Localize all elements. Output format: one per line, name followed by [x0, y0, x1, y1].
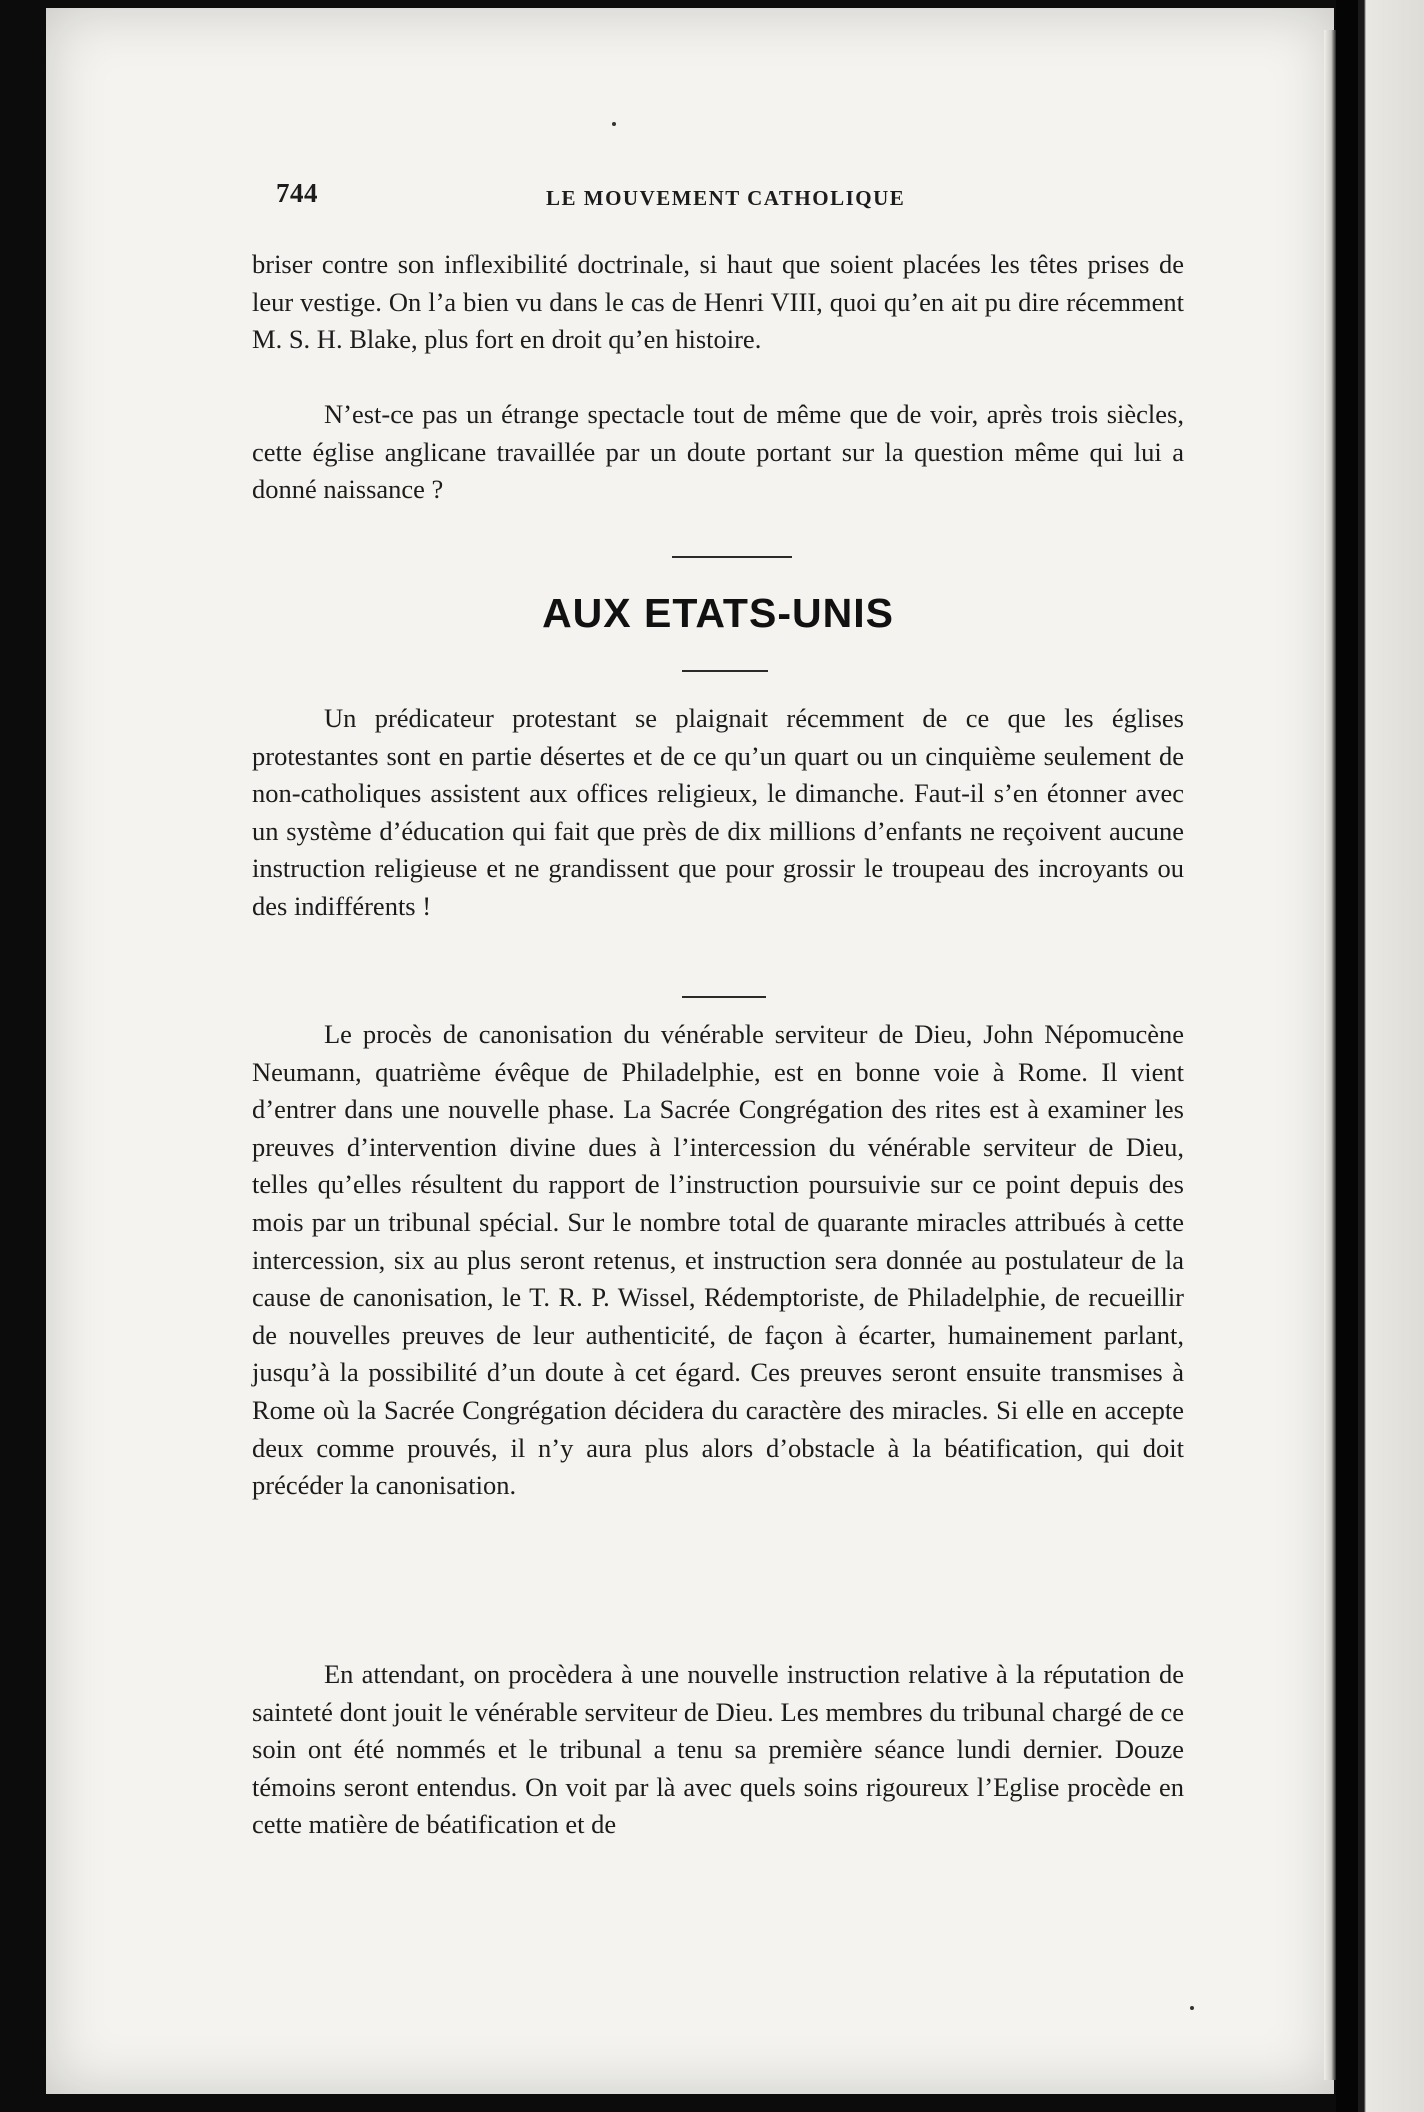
page-number: 744	[276, 178, 318, 208]
paragraph-continuation: briser contre son inflexibilité doctrinale, si haut que soient placées les têtes prises de leur vestige. On l’a bien vu dans le cas de Henri VIII, quoi qu’en ait pu dire récemment M. S. H. Blake, plus fort en droit qu’en histoire.	[252, 249, 1184, 355]
paragraph-protestant-churches: Un prédicateur protestant se plaignait récemment de ce que les églises protestantes sont en partie désertes et de ce qu’un quart ou un cinquième seulement de non-catholiques assistent aux offices religieux, le dimanche. Faut-il s’en étonner avec un système d’éducation qui fait que près de dix millions d’enfants ne reçoivent aucune instruction religieuse et ne grandissent que pour grossir le troupeau des incroyants ou des indifférents !	[252, 703, 1184, 921]
scan-speck	[1190, 2006, 1194, 2010]
scan-speck	[612, 122, 616, 126]
separator-rule	[682, 996, 766, 998]
section-heading: AUX ETATS-UNIS	[542, 590, 894, 636]
paragraph-sainthood-inquiry: En attendant, on procèdera à une nouvelle instruction relative à la réputation de sainteté dont jouit le vénérable serviteur de Dieu. Les membres du tribunal chargé de ce soin ont été nommés et le tribunal a tenu sa première séance lundi dernier. Douze témoins seront entendus. On voit par là avec quels soins rigoureux l’Eglise procède en cette matière de béatification et de	[252, 1659, 1184, 1840]
section-rule-top	[672, 556, 792, 558]
paragraph-canonisation-neumann: Le procès de canonisation du vénérable serviteur de Dieu, John Népomucène Neumann, quatrième évêque de Philadelphie, est en bonne voie à Rome. Il vient d’entrer dans une nouvelle phase. La Sacrée Congrégation des rites est à examiner les preuves d’intervention divine dues à l’intercession du vénérable serviteur de Dieu, telles qu’elles résultent du rapport de l’instruction poursuivie sur ce point depuis des mois par un tribunal spécial. Sur le nombre total de quarante miracles attribués à cette intercession, six au plus seront retenus, et instruction sera donnée au postulateur de la cause de canonisation, le T. R. P. Wissel, Rédemptoriste, de Philadelphie, de recueillir de nouvelles preuves de leur authenticité, de façon à écarter, humainement parlant, jusqu’à la possibilité d’un doute à cet égard. Ces preuves seront ensuite transmises à Rome où la Sacrée Congrégation décidera du caractère des miracles. Si elle en accepte deux comme prouvés, il n’y aura plus alors d’obstacle à la béatification, qui doit précéder la canonisation.	[252, 1019, 1184, 1501]
section-rule-bottom	[682, 670, 768, 672]
running-title: LE MOUVEMENT CATHOLIQUE	[546, 186, 906, 210]
paragraph-anglican-doubt: N’est-ce pas un étrange spectacle tout de même que de voir, après trois siècles, cette église anglicane travaillée par un doute portant sur la question même qui lui a donné naissance ?	[252, 399, 1184, 505]
running-header	[276, 178, 1186, 220]
